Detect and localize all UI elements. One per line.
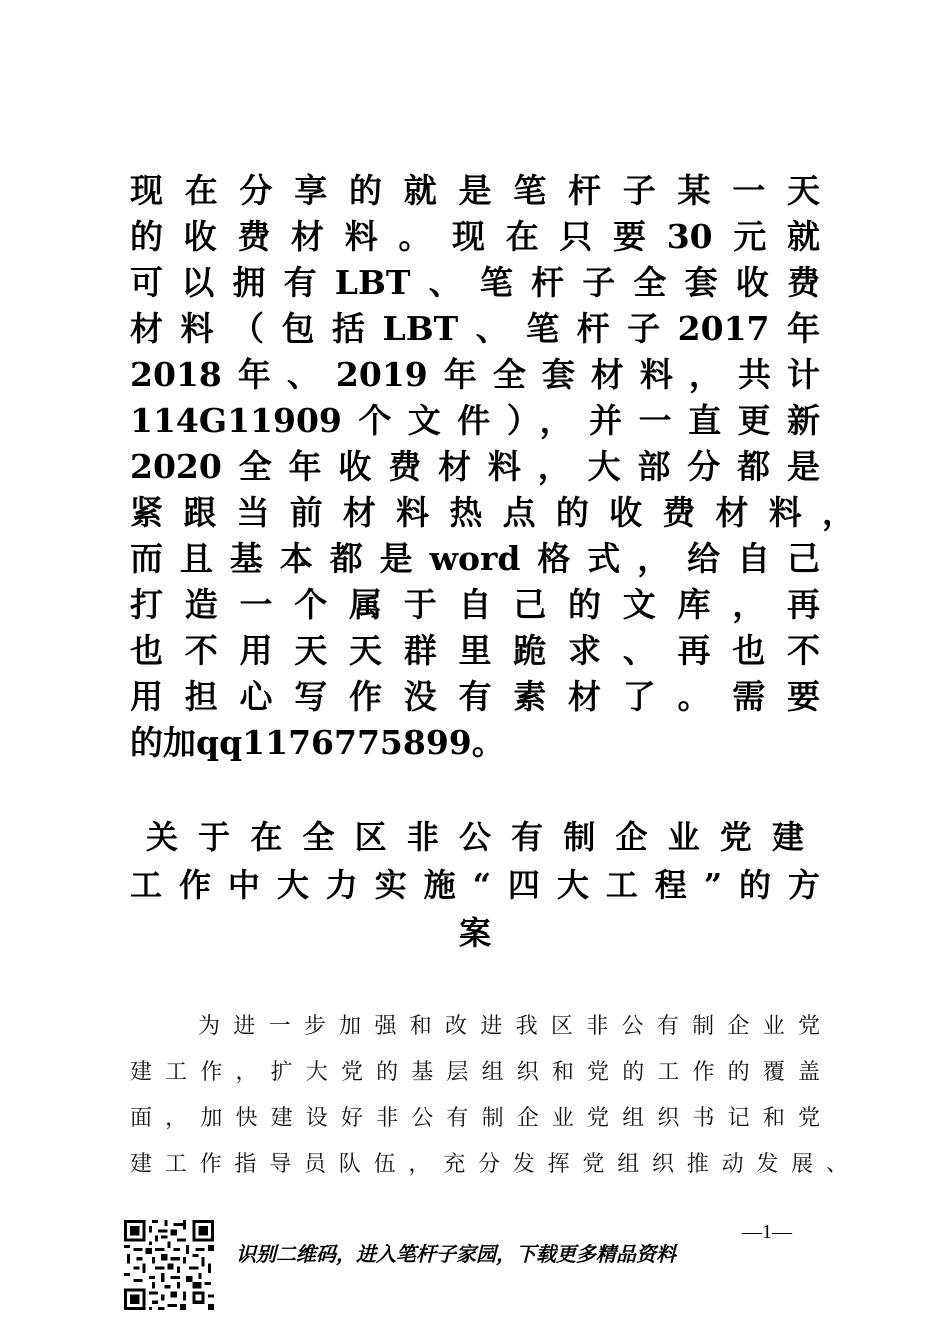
promo-line: 的收费材料。现在只要30元就 bbox=[130, 217, 820, 256]
promo-line: 114G11909个文件），并一直更新 bbox=[130, 401, 820, 440]
title-line: 工作中大力实施“四大工程”的方 bbox=[130, 866, 820, 904]
document-title bbox=[130, 813, 820, 957]
promo-line: 材料（包括LBT、笔杆子2017年 bbox=[130, 309, 820, 348]
promo-line: 可以拥有LBT、笔杆子全套收费 bbox=[130, 263, 820, 302]
title-line: 关于在全区非公有制企业党建 bbox=[146, 818, 804, 856]
promo-line: 紧跟当前材料热点的收费材料， bbox=[130, 493, 855, 532]
title-line: 案 bbox=[458, 914, 491, 952]
body-line: 建工作指导员队伍，充分发挥党组织推动发展、 bbox=[130, 1152, 848, 1177]
body-line: 建工作，扩大党的基层组织和党的工作的覆盖 bbox=[130, 1060, 820, 1085]
page-number: —1— bbox=[742, 1221, 792, 1243]
qr-code-icon[interactable] bbox=[124, 1220, 214, 1310]
promo-line: 而且基本都是word格式，给自己 bbox=[130, 539, 820, 578]
promo-paragraph bbox=[130, 168, 855, 766]
body-line: 为进一步加强和改进我区非公有制企业党 bbox=[198, 1014, 820, 1039]
promo-line: 现在分享的就是笔杆子某一天 bbox=[130, 171, 820, 210]
promo-line: 2018年、2019年全套材料，共计 bbox=[130, 355, 820, 394]
promo-line: 2020全年收费材料，大部分都是 bbox=[130, 447, 820, 486]
promo-line: 打造一个属于自己的文库，再 bbox=[130, 585, 820, 624]
body-line: 面，加快建设好非公有制企业党组织书记和党 bbox=[130, 1106, 820, 1131]
body-paragraph bbox=[130, 1004, 848, 1188]
promo-line: 用担心写作没有素材了。需要 bbox=[130, 677, 820, 716]
footer-caption: 识别二维码，进入笔杆子家园，下载更多精品资料 bbox=[236, 1242, 676, 1266]
promo-line: 也不用天天群里跪求、再也不 bbox=[130, 631, 820, 670]
promo-line: 的加qq1176775899。 bbox=[130, 723, 505, 762]
